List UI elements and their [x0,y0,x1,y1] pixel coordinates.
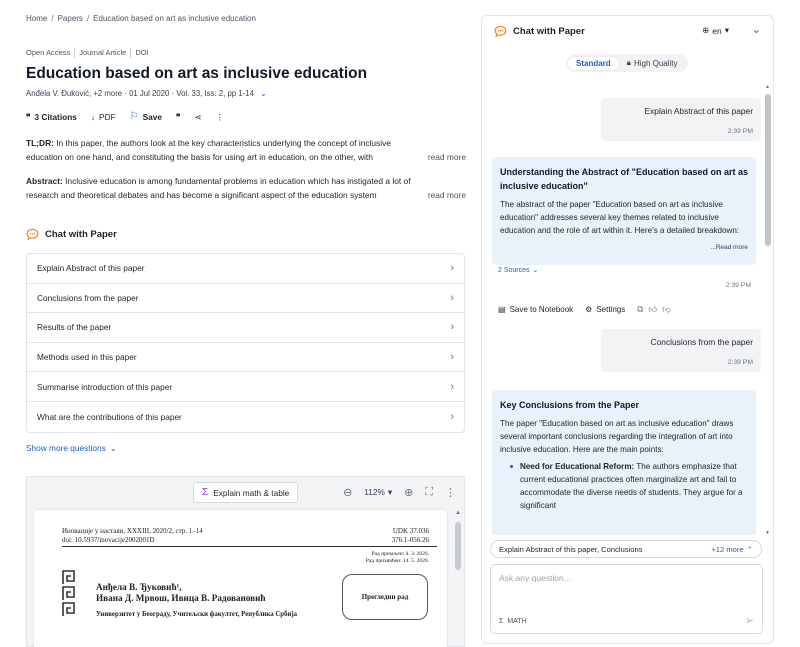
zoom-out-icon[interactable]: ⊖ [343,486,353,499]
chat-panel-title-label: Chat with Paper [513,25,585,37]
breadcrumb-home[interactable]: Home [26,14,48,23]
chevron-right-icon: › [450,262,454,275]
context-more-toggle[interactable] [711,545,753,554]
save-to-notebook-button[interactable] [498,305,573,314]
show-more-label: Show more questions [26,443,106,453]
chat-panel-title [494,25,585,38]
pdf-affiliation: Универзитет у Београду, Учитељски факултет, Република Србија [96,611,298,618]
bullet-dot [510,465,513,468]
pdf-review-stamp: Прегледни рад [342,574,428,620]
tldr-text: In this paper, the authors look at the key characteristics underlying the concept of inclusive education on one hand, and constituting the basis for using art in education, on the other, with [26,138,391,162]
pdf-dates [366,551,429,565]
sigma-icon: Σ [202,487,209,498]
ai-message-actions [498,304,671,315]
context-chip-text: Explain Abstract of this paper, Conclusions [499,544,643,554]
chat-bubble-icon [494,25,507,38]
zoom-select[interactable] [364,487,392,497]
copy-icon[interactable]: ⧉ [637,304,644,314]
authors-line[interactable] [26,89,267,98]
quote-icon: ❞ [176,111,181,122]
user-message [601,329,761,372]
abstract-label: Abstract: [26,176,63,186]
user-message [601,98,761,141]
question-label: Summarise introduction of this paper [37,381,173,392]
context-chip[interactable] [490,540,762,558]
explain-math-label: Explain math & table [213,487,290,498]
tag-journal-article: Journal Article [74,48,130,58]
chat-composer [490,564,763,634]
pdf-accepted: Рад прихваћен: 14. 5. 2020. [365,558,429,564]
show-more-questions-button[interactable] [26,443,117,453]
pdf-divider [62,546,437,547]
citations-button[interactable] [26,112,77,122]
question-label: Results of the paper [37,322,112,333]
question-label: Methods used in this paper [37,352,137,363]
breadcrumb-papers[interactable]: Papers [57,14,83,23]
sigma-icon: Σ [499,618,504,625]
user-message-text: Explain Abstract of this paper [644,106,753,116]
pdf-udk-line: UDK 37.036 [392,527,429,535]
notebook-icon: ▤ [498,305,506,314]
chat-panel-header [482,16,773,46]
quote-icon: ❞ [26,111,31,122]
pdf-author-line: Анђела В. Ђуковић¹, [96,582,182,592]
pdf-journal-line: Иновације у настави, XXXIII, 2020/2, стр. 1–14 [62,527,203,535]
message-time: 2:39 PM [725,282,751,289]
breadcrumb-current: Education based on art as inclusive education [93,14,256,23]
question-item[interactable] [27,254,464,284]
ai-message [492,157,756,265]
settings-button[interactable] [585,305,625,314]
math-label: MATH [507,618,527,625]
pdf-doi-line: doi: 10.5937/inovacije2002001D [62,536,155,544]
share-button[interactable] [194,112,201,122]
question-item[interactable] [27,372,464,402]
ai-message-body: The abstract of the paper "Education based on art as inclusive education" addresses several key themes related to inclusive education and the role of art within it. Here's a detailed breakdown: [500,200,740,235]
thumbs-up-icon[interactable]: 👍︎ [648,304,658,314]
scroll-up-icon[interactable]: ▲ [455,510,461,516]
bullet-title: Need for Educational Reform: [520,462,635,471]
ai-read-more[interactable]: ...Read more [707,244,748,251]
question-item[interactable] [27,343,464,373]
pdf-button[interactable] [91,112,116,122]
chevron-right-icon: › [450,351,454,364]
pdf-udk-code: 376.1-056.26 [391,536,429,544]
ai-message-body: The paper "Education based on art as inclusive education" draws several important conclusions regarding the integration of art into inclusive education. Here are the main points: [500,419,734,454]
thumbs-down-icon[interactable]: 👎︎ [662,304,671,314]
pdf-label: PDF [99,111,116,122]
context-more-label: +12 more [711,544,744,554]
question-item[interactable] [27,284,464,314]
tag-open-access: Open Access [26,48,71,57]
question-item[interactable] [27,313,464,343]
sources-toggle[interactable] [498,266,538,274]
paper-title: Education based on art as inclusive education [26,65,368,82]
kebab-icon[interactable]: ⋮ [445,486,456,499]
pdf-toolbar [27,477,464,507]
question-label: Explain Abstract of this paper [37,263,145,274]
paper-actions [26,111,224,122]
math-mode-button[interactable] [499,618,527,625]
caret-down-icon: ▾ [724,25,729,35]
tldr-section [26,136,466,164]
chevron-down-icon: ⌄ [109,443,117,453]
pdf-received: Рад примљен: 4. 3. 2020. [371,551,429,557]
bookmark-icon: ⚐ [129,111,139,122]
globe-icon: ⊕ [702,25,710,35]
ai-message-heading: Key Conclusions from the Paper [500,400,640,410]
mode-high-quality-label: High Quality [633,58,678,68]
question-input[interactable] [499,573,749,583]
chat-heading-label: Chat with Paper [45,229,117,240]
quality-mode-toggle [566,54,688,72]
chat-messages [482,80,773,535]
user-message-text: Conclusions from the paper [650,337,753,347]
sources-label: 2 Sources [498,266,530,274]
bullet-text: The authors emphasize that current educational practices often marginalize art and fail to accommodate the diverse needs of students. They argue for a significant [520,462,743,510]
fullscreen-icon[interactable]: ⛶ [425,485,433,498]
more-options-button[interactable] [215,112,223,122]
settings-label: Settings [596,305,626,314]
chevron-up-icon: ⌃ [746,544,753,554]
scrollbar-thumb[interactable] [765,94,771,246]
cite-button[interactable] [176,112,180,122]
paper-tags [26,48,153,58]
zoom-value: 112% [364,487,385,497]
pdf-authors [96,582,266,604]
collapse-chevron-icon[interactable]: ⌄ [751,24,761,36]
chat-bubble-icon [26,228,39,241]
caret-down-icon: ▾ [387,487,393,497]
scroll-down-icon[interactable]: ▼ [765,530,770,536]
chat-panel [481,15,774,644]
scroll-up-icon[interactable]: ▲ [765,84,770,90]
chevron-down-icon[interactable]: ⌄ [260,89,267,98]
abstract-text: Inclusive education is among fundamental problems in education which has instigated a lot of research and theoretical debates and has become a significant aspect of the education system [26,176,411,200]
chat-with-paper-heading [26,228,117,241]
language-value: en [712,25,722,36]
tag-doi[interactable]: DOI [130,48,152,58]
lock-icon: 🔒︎ [626,58,631,67]
tldr-label: TL;DR: [26,138,54,148]
pdf-viewer [26,476,465,647]
mode-standard[interactable]: Standard [568,57,619,70]
abstract-section [26,174,466,202]
greek-key-logo-icon [62,570,75,618]
chevron-right-icon: › [450,380,454,393]
feedback-icons [637,304,671,315]
chevron-down-icon: ⌄ [532,267,539,274]
breadcrumb: Home / Papers / Education based on art as inclusive education [26,14,256,23]
zoom-in-icon[interactable]: ⊕ [404,486,414,499]
language-select[interactable] [702,25,729,36]
pdf-scrollbar[interactable] [455,510,461,646]
save-button[interactable] [130,111,162,122]
save-notebook-label: Save to Notebook [509,305,574,314]
abstract-read-more[interactable]: read more [424,188,466,202]
pdf-journal-info [62,527,203,545]
send-icon[interactable]: ➢ [744,615,754,627]
citations-label: 3 Citations [34,111,77,122]
question-item[interactable] [27,402,464,432]
suggested-questions [26,253,465,433]
question-label: Conclusions from the paper [37,292,139,303]
chevron-right-icon: › [450,410,454,423]
kebab-icon: ⋮ [215,111,224,122]
question-label: What are the contributions of this paper [37,411,182,422]
message-time: 2:39 PM [727,359,753,366]
gear-icon: ⚙ [585,305,593,314]
ai-message [492,390,756,535]
chevron-right-icon: › [450,321,454,334]
pdf-udk-info [392,527,429,545]
authors-text: Anđela V. Đuković, +2 more · 01 Jul 2020 · Vol. 33, Iss: 2, pp 1-14 [26,89,254,98]
ai-message-heading: Understanding the Abstract of "Education based on art as inclusive education" [500,167,748,191]
explain-math-table-button[interactable] [193,482,298,503]
chat-scrollbar[interactable] [765,84,771,536]
scrollbar-thumb[interactable] [455,522,461,570]
share-icon: ⋖ [194,111,202,122]
save-label: Save [142,111,163,122]
message-time: 2:39 PM [727,128,753,135]
mode-high-quality[interactable] [619,56,686,70]
chevron-right-icon: › [450,291,454,304]
tldr-read-more[interactable]: read more [424,150,466,164]
pdf-page [34,510,447,647]
conclusion-bullet [500,460,748,512]
pdf-author-line: Ивана Д. Мрвош, Ивица В. Радовановић [96,593,266,603]
download-icon: ↓ [90,111,96,122]
